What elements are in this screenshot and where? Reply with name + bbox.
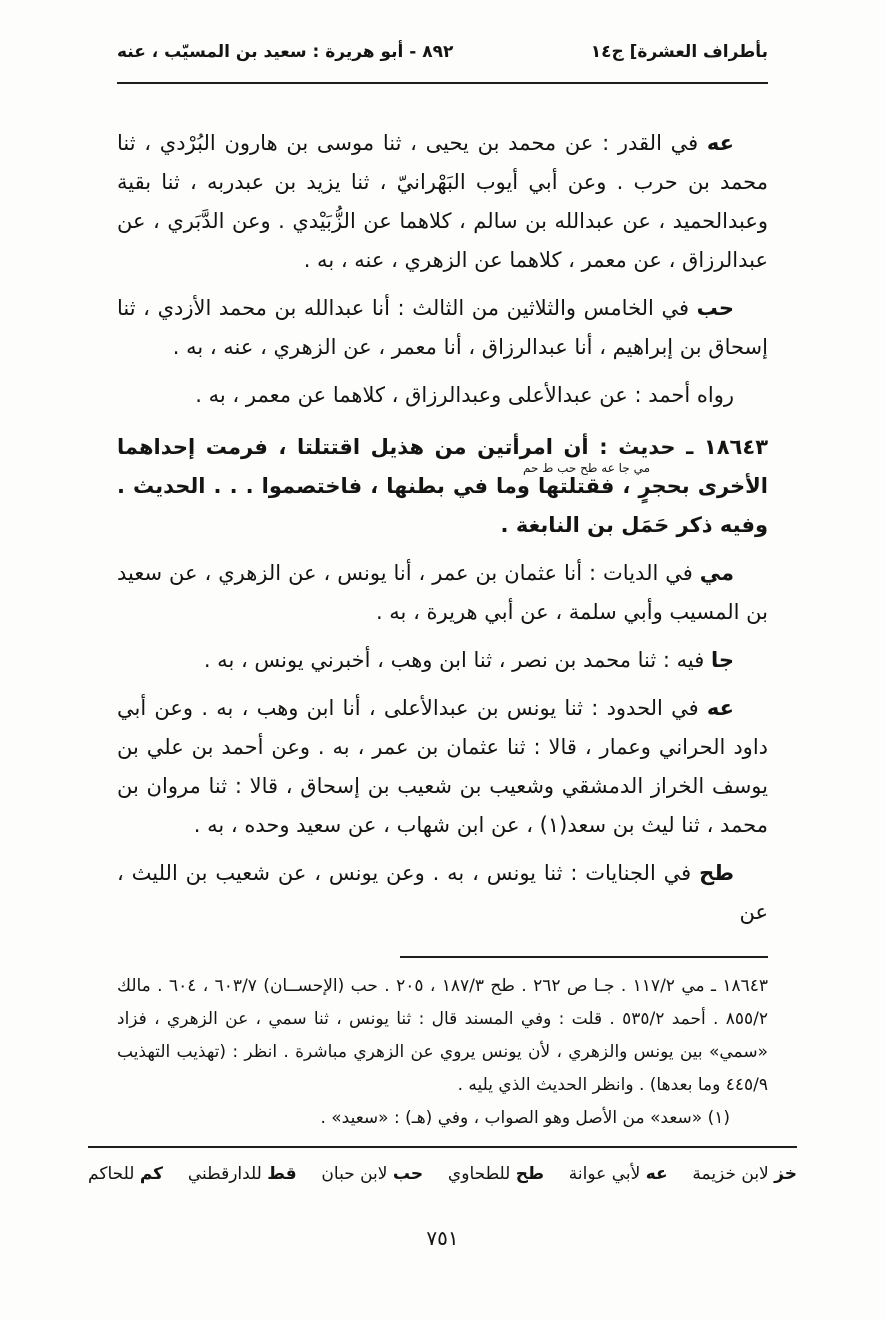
hadith-text: أن امرأتين من هذيل اقتتلتا ، فرمت إحداهما الأخرى بحجرٍ ، فقتلتها وما في بطنها ، فاختصموا . . . الحديث . وفيه ذكر حَمَل بن النابغة . [117,435,768,537]
abbreviation-bar [88,1164,797,1184]
hadith-number: ١٨٦٤٣ ـ حديث : [599,435,769,459]
abbrev-desc: للدارقطني [187,1164,262,1184]
abbrev-siglum: خز [774,1164,797,1184]
paragraph-text: في الحدود : ثنا يونس بن عبدالأعلى ، أنا ابن وهب ، به . وعن أبي داود الحراني وعمار ، قالا : ثنا عثمان بن عمر ، به . وعن أحمد بن علي بن يوسف الخراز الدمشقي وشعيب بن شعيب بن إسحاق ، قالا : ثنا مروان بن محمد ، ثنا ليث بن سعد(١) ، عن ابن شهاب ، عن سعيد وحده ، به . [117,696,768,837]
bottom-rule [88,1146,797,1148]
abbrev-desc: للطحاوي [447,1164,511,1184]
abbrev-siglum: حب [392,1164,424,1184]
abbrev-item [188,1164,297,1184]
source-siglum: طح [699,861,734,885]
abbrev-item [569,1164,668,1184]
paragraph [117,854,768,932]
source-siglum: حب [696,296,734,320]
footnote-variant-note: (١) «سعد» من الأصل وهو الصواب ، وفي (هـ) : «سعيد» . [320,1108,730,1128]
source-siglum: جا [710,648,734,672]
paragraph-text: في الجنايات : ثنا يونس ، به . وعن يونس ، عن شعيب بن الليث ، عن [117,861,768,924]
paragraph [117,554,768,632]
abbrev-siglum: قط [267,1164,297,1184]
section-heading: ٨٩٢ - أبو هريرة : سعيد بن المسيّب ، عنه [117,42,454,62]
footnote-references: ١٨٦٤٣ ـ مي ١١٧/٢ . جـا ص ٢٦٢ . طح ١٨٧/٣ ، ٢٠٥ . حب (الإحســان) ٦٠٣/٧ ، ٦٠٤ . مالك ٨٥٥/٢ . أحمد ٥٣٥/٢ . قلت : وفي المسند قال : ثنا يونس ، ثنا سمي ، عن الزهري ، فزاد «سمي» بين يونس والزهري ، لأن يونس يروي عن الزهري مباشرة . انظر : (تهذيب التهذيب ٤٤٥/٩ وما بعدها) . وانظر الحديث الذي يليه . [117,976,769,1095]
paragraph-text: في الديات : أنا عثمان بن عمر ، أنا يونس ، عن الزهري ، عن سعيد بن المسيب وأبي سلمة ، عن أبي هريرة ، به . [117,561,768,624]
paragraph-text: رواه أحمد : عن عبدالأعلى وعبدالرزاق ، كلاهما عن معمر ، به . [195,383,734,407]
footnotes [117,970,768,1135]
hadith-entry [117,428,768,545]
abbrev-desc: لابن خزيمة [692,1164,769,1184]
page-number: ٧٥١ [426,1226,459,1250]
abbrev-siglum: كم [139,1164,164,1184]
abbrev-item [321,1164,423,1184]
paragraph [117,689,768,845]
body-text [117,124,768,932]
paragraph-text: في الخامس والثلاثين من الثالث : أنا عبدالله بن محمد الأزدي ، ثنا إسحاق بن إبراهيم ، أنا عبدالرزاق ، أنا معمر ، عن الزهري ، عنه ، به . [117,296,768,359]
abbrev-siglum: طح [515,1164,545,1184]
abbrev-desc: لابن حبان [321,1164,388,1184]
source-siglum: عه [706,696,734,720]
hadith-sigla: مي جا عه طح حب ط حم [523,461,650,475]
abbreviation-key [88,1146,797,1184]
abbrev-item [88,1164,163,1184]
paragraph-text: فيه : ثنا محمد بن نصر ، ثنا ابن وهب ، أخبرني يونس ، به . [203,648,705,672]
running-header [117,42,768,84]
abbrev-desc: لأبي عوانة [568,1164,641,1184]
paragraph [117,289,768,367]
paragraph [117,641,768,680]
paragraph [117,124,768,280]
footnote-separator [400,956,768,958]
abbrev-item [692,1164,797,1184]
page-content [117,42,768,1135]
paragraph-text: في القدر : عن محمد بن يحيى ، ثنا موسى بن هارون البُرْدي ، ثنا محمد بن حرب . وعن أبي أيوب البَهْرانيّ ، ثنا يزيد بن عبدربه ، ثنا بقية وعبدالحميد ، عن عبدالله بن سالم ، كلاهما عن الزُّبَيْدي . وعن الدَّبَري ، عن عبدالرزاق ، عن معمر ، كلاهما عن الزهري ، عنه ، به . [117,131,768,272]
running-title: بأطراف العشرة] ج١٤ [590,42,768,62]
abbrev-item [448,1164,544,1184]
abbrev-desc: للحاكم [88,1164,135,1184]
source-siglum: عه [706,131,734,155]
paragraph [117,376,768,415]
source-siglum: مي [699,561,734,585]
abbrev-siglum: عه [645,1164,668,1184]
